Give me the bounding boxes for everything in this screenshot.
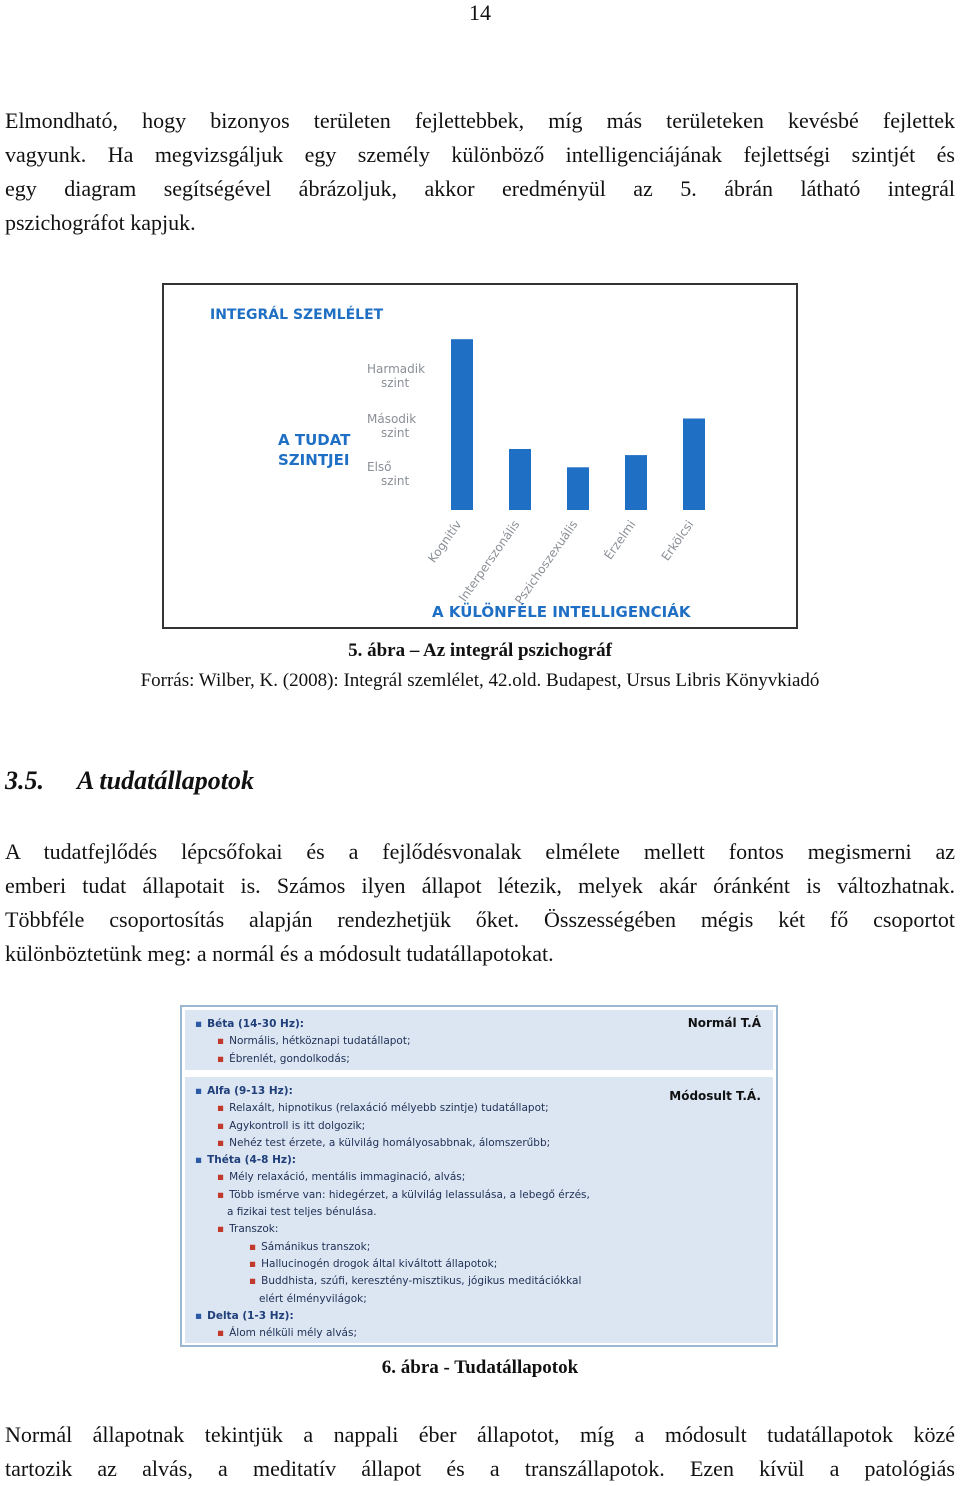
state-list-item: a fizikai test teljes bénulása. <box>227 1206 377 1219</box>
state-band-heading: ▪ Béta (14-30 Hz): <box>195 1016 411 1033</box>
page-number: 14 <box>469 0 491 25</box>
chart-category-label: Erkölcsi <box>658 517 697 564</box>
altered-state-list <box>195 1083 590 1342</box>
paragraph-line: tartozik az alvás, a meditatív állapot és a transzállapotok. Ezen kívül a patológiás <box>5 1456 955 1481</box>
integral-psychograph-figure <box>162 283 798 629</box>
normal-state-box <box>185 1010 773 1070</box>
paragraph-line: Elmondható, hogy bizonyos területen fejlettebbek, míg más területeken kevésbé fejlettek <box>5 108 955 133</box>
state-list-item: ▪ Buddhista, szúfi, keresztény-misztikus, jógikus meditációkkal <box>195 1273 590 1290</box>
paragraph-line: vagyunk. Ha megvizsgáljuk egy személy különböző intelligenciájának fejlettségi szintjét és <box>5 142 955 167</box>
closing-paragraph <box>5 1418 955 1486</box>
state-band-heading: ▪ Théta (4-8 Hz): <box>195 1152 590 1169</box>
paragraph-line: egy diagram segítségével ábrázoljuk, akkor eredményül az 5. ábrán látható integrál <box>5 176 955 201</box>
paragraph-line: Normál állapotnak tekintjük a nappali éber állapotot, míg a módosult tudatállapotok közé <box>5 1422 955 1447</box>
figure5-caption: 5. ábra – Az integrál pszichográf <box>348 640 612 661</box>
figure6-caption: 6. ábra - Tudatállapotok <box>381 1357 579 1378</box>
paragraph-line: pszichográfot kapjuk. <box>5 210 196 235</box>
chart-bar <box>567 467 589 510</box>
chart-bar <box>509 449 531 510</box>
paragraph-line: különböztetünk meg: a normál és a módosult tudatállapotokat. <box>5 941 554 966</box>
chart-category-label: Interperszonális <box>455 517 523 605</box>
consciousness-states-figure <box>180 1005 778 1347</box>
state-list-item: ▪ Hallucinogén drogok által kiváltott állapotok; <box>195 1256 590 1273</box>
chart-bar <box>625 455 647 510</box>
normal-state-tag: Normál T.Á <box>687 1016 761 1030</box>
chart-category-label: Kognitív <box>425 517 465 566</box>
section-title: A tudatállapotok <box>77 766 254 795</box>
paragraph-line: Többféle csoportosítás alapján rendezhetjük őket. Összességében mégis két fő csoportot <box>5 907 955 932</box>
chart-category-label: Érzelmi <box>601 517 639 563</box>
chart-level-label: Harmadik szint <box>367 362 426 390</box>
paragraph-line: emberi tudat állapotait is. Számos ilyen állapot létezik, melyek akár óránként is változhatnak. <box>5 873 955 898</box>
section-heading <box>5 766 254 796</box>
chart-x-axis-label: A KÜLÖNFÉLE INTELLIGENCIÁK <box>432 603 691 621</box>
paragraph-line: A tudatfejlődés lépcsőfokai és a fejlődésvonalak elmélete mellett fontos megismerni az <box>5 839 955 864</box>
chart-level-label: Első szint <box>367 460 410 488</box>
altered-state-tag: Módosult T.Á. <box>669 1089 761 1103</box>
chart-title: INTEGRÁL SZEMLÉLET <box>210 307 384 323</box>
state-list-item: ▪ Nehéz test érzete, a külvilág homályosabbnak, álomszerűbb; <box>195 1135 590 1152</box>
section-number: 3.5. <box>5 766 44 795</box>
chart-bar <box>451 339 473 510</box>
altered-state-box <box>185 1077 773 1343</box>
figure5-source: Forrás: Wilber, K. (2008): Integrál szemlélet, 42.old. Budapest, Ursus Libris Könyvkiadó <box>140 670 820 691</box>
chart-level-label: Második szint <box>367 412 417 440</box>
state-list-item: ▪ Transzok: <box>195 1221 590 1238</box>
state-list-item: ▪ Ébrenlét, gondolkodás; <box>195 1051 411 1068</box>
state-list-item: ▪ Álom nélküli mély alvás; <box>195 1325 590 1342</box>
state-band-heading: ▪ Delta (1-3 Hz): <box>195 1308 590 1325</box>
psychograph-chart <box>164 285 796 627</box>
chart-y-axis-label: SZINTJEI <box>278 451 350 469</box>
chart-bar <box>683 419 705 511</box>
state-list-item: ▪ Mély relaxáció, mentális immaginació, alvás; <box>195 1169 590 1186</box>
state-list-item: elért élményvilágok; <box>259 1292 367 1305</box>
state-band-heading: ▪ Alfa (9-13 Hz): <box>195 1083 590 1100</box>
state-list-item: ▪ Sámánikus transzok; <box>195 1239 590 1256</box>
states-paragraph <box>5 835 955 971</box>
state-list-item: ▪ Agykontroll is itt dolgozik; <box>195 1118 590 1135</box>
state-list-item: ▪ Normális, hétköznapi tudatállapot; <box>195 1033 411 1050</box>
state-list-item: ▪ Relaxált, hipnotikus (relaxáció mélyebb szintje) tudatállapot; <box>195 1100 590 1117</box>
state-list-item: ▪ Több ismérve van: hidegérzet, a külvilág lelassulása, a lebegő érzés, <box>195 1187 590 1204</box>
chart-y-axis-label: A TUDAT <box>278 431 351 449</box>
chart-category-label: Pszichoszexuális <box>512 517 581 607</box>
normal-state-list <box>195 1016 411 1068</box>
intro-paragraph <box>5 104 955 240</box>
